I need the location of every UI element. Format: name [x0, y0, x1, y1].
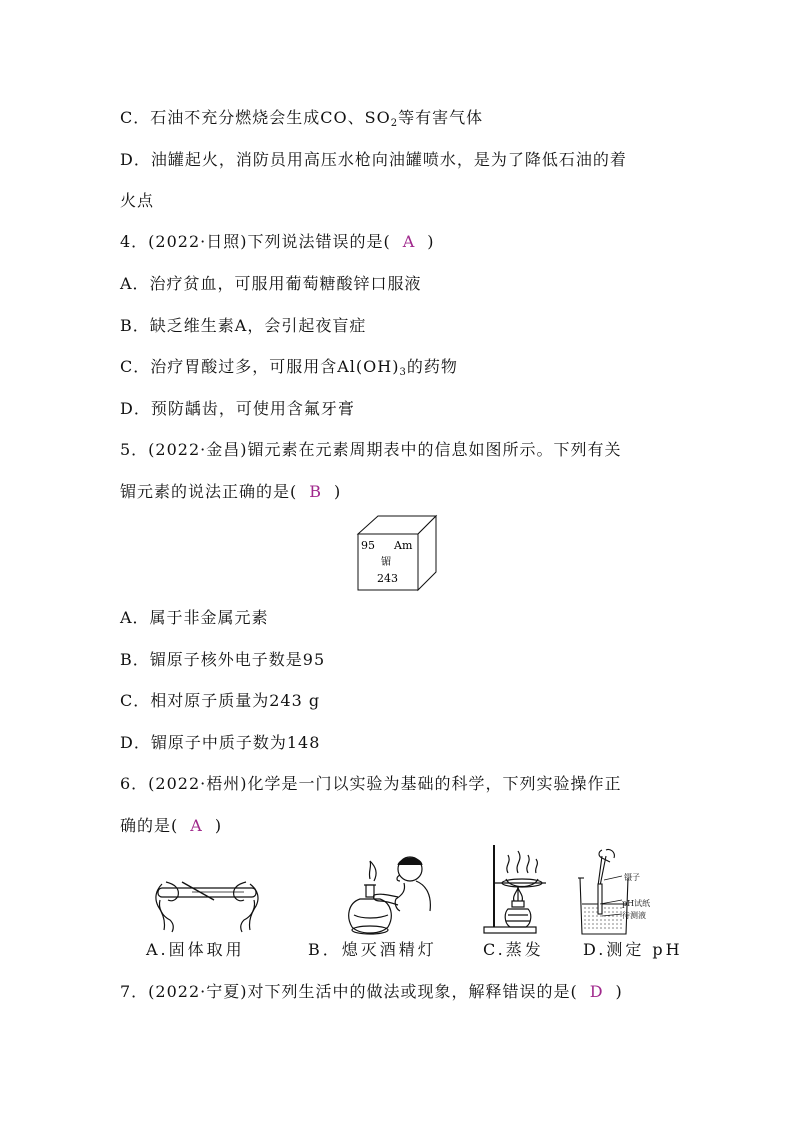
caption-a: A.固体取用: [146, 940, 245, 959]
label-test-liquid: 待测液: [622, 911, 646, 920]
q4-option-c-text-end: 的药物: [406, 357, 458, 376]
q4-option-b: B．缺乏维生素A，会引起夜盲症: [120, 316, 367, 335]
figure-a-solid-sampling: [152, 876, 264, 934]
q5-option-a: A．属于非金属元素: [120, 608, 269, 627]
q5-stem-text: 镅元素的说法正确的是(: [120, 482, 298, 501]
q4-option-c: [120, 357, 458, 377]
caption-b: B．熄灭酒精灯: [308, 940, 437, 959]
q5-option-d: D．镅原子中质子数为148: [120, 733, 321, 752]
figure-c-evaporation: [484, 843, 564, 938]
label-tweezers: 镊子: [624, 873, 640, 882]
q5-answer: B: [309, 482, 323, 501]
element-mass: 243: [377, 572, 398, 585]
label-ph-paper: pH试纸: [622, 899, 651, 908]
q6-answer: A: [190, 816, 203, 835]
q3-option-d-line2: 火点: [120, 191, 155, 210]
element-symbol: Am: [394, 539, 413, 552]
q3-option-d-line1: D．油罐起火，消防员用高压水枪向油罐喷水，是为了降低石油的着: [120, 150, 627, 169]
q5-stem-line2: [120, 482, 341, 502]
q7-stem-text: 7．(2022·宁夏)对下列生活中的做法或现象，解释错误的是(: [120, 982, 578, 1001]
q5-stem-close: ): [334, 482, 342, 501]
q4-option-c-subscript: 3: [399, 367, 407, 378]
caption-d: D.测定 pH: [583, 940, 683, 959]
q3-option-c: [120, 108, 483, 128]
q7-answer: D: [589, 982, 604, 1001]
q3-option-c-text: C．石油不充分燃烧会生成CO、SO: [120, 108, 391, 127]
caption-c: C.蒸发: [483, 940, 544, 959]
q4-option-d: D．预防龋齿，可使用含氟牙膏: [120, 399, 355, 418]
q7-stem: [120, 982, 623, 1002]
q4-option-c-text: C．治疗胃酸过多，可服用含Al(OH): [120, 357, 400, 376]
figure-d-measure-ph: [576, 848, 666, 936]
element-cell-figure: [356, 514, 440, 594]
q6-stem-close: ): [214, 816, 223, 835]
q4-stem: [120, 232, 435, 252]
q4-answer: A: [402, 232, 416, 251]
q7-stem-close: ): [615, 982, 623, 1001]
q3-option-c-text-end: 等有害气体: [398, 108, 484, 127]
q5-option-c: C．相对原子质量为243 g: [120, 691, 321, 710]
q4-stem-close: ): [427, 232, 435, 251]
q4-option-a: A．治疗贫血，可服用葡萄糖酸锌口服液: [120, 274, 422, 293]
q5-stem-line1: 5．(2022·金昌)镅元素在元素周期表中的信息如图所示。下列有关: [120, 440, 622, 459]
q6-stem-text: 确的是(: [120, 816, 179, 835]
element-atomic-number: 95: [361, 539, 375, 552]
element-name: 镅: [381, 557, 391, 568]
q6-stem-line1: 6．(2022·梧州)化学是一门以实验为基础的科学，下列实验操作正: [120, 774, 622, 793]
q5-option-b: B．镅原子核外电子数是95: [120, 650, 326, 669]
q6-stem-line2: [120, 816, 222, 836]
q3-option-c-subscript: 2: [390, 118, 399, 129]
q4-stem-text: 4．(2022·日照)下列说法错误的是(: [120, 232, 391, 251]
figure-b-extinguish-lamp: [340, 855, 440, 937]
